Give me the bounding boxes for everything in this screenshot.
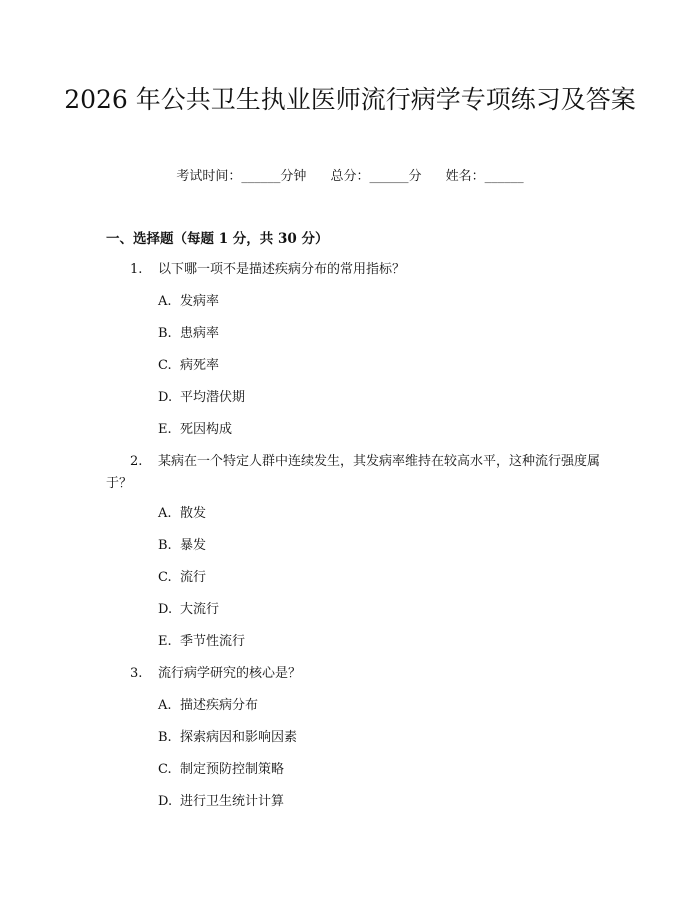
question-2 [106, 451, 606, 495]
option-1a [158, 293, 219, 311]
option-letter: B. [158, 730, 172, 745]
question-3 [106, 663, 606, 685]
option-text: 大流行 [180, 602, 220, 617]
option-letter: C. [158, 762, 172, 777]
option-3d [158, 793, 284, 811]
option-text: 患病率 [180, 326, 220, 341]
option-letter: C. [158, 358, 172, 373]
option-letter: E. [158, 422, 172, 437]
option-text: 季节性流行 [180, 634, 246, 649]
option-letter: A. [158, 698, 172, 713]
option-1b [158, 325, 219, 343]
total-score-field: 总分：______分 [330, 169, 422, 184]
option-2e [158, 633, 245, 651]
option-1c [158, 357, 219, 375]
option-text: 死因构成 [180, 422, 233, 437]
exam-meta [0, 168, 700, 186]
option-2c [158, 569, 206, 587]
question-text: 流行病学研究的核心是？ [158, 666, 302, 681]
option-letter: D. [158, 794, 173, 809]
option-text: 描述疾病分布 [180, 698, 259, 713]
section-heading: 一、选择题（每题 1 分，共 30 分） [106, 231, 329, 247]
option-text: 发病率 [180, 294, 220, 309]
question-number: 1. [130, 262, 143, 277]
option-text: 平均潜伏期 [180, 390, 246, 405]
option-letter: D. [158, 602, 173, 617]
option-text: 制定预防控制策略 [180, 762, 285, 777]
option-letter: B. [158, 538, 172, 553]
option-1d [158, 389, 245, 407]
question-number: 3. [130, 666, 143, 681]
option-letter: D. [158, 390, 173, 405]
option-text: 散发 [180, 506, 207, 521]
name-field: 姓名：______ [445, 169, 524, 184]
exam-time-field: 考试时间：______分钟 [176, 169, 307, 184]
question-1 [106, 259, 606, 281]
option-text: 进行卫生统计计算 [180, 794, 285, 809]
option-letter: A. [158, 506, 172, 521]
question-text: 以下哪一项不是描述疾病分布的常用指标？ [158, 262, 406, 277]
option-letter: A. [158, 294, 172, 309]
option-text: 暴发 [180, 538, 207, 553]
option-3c [158, 761, 284, 779]
option-text: 病死率 [180, 358, 220, 373]
option-3a [158, 697, 258, 715]
option-2b [158, 537, 206, 555]
page-title: 2026 年公共卫生执业医师流行病学专项练习及答案 [64, 85, 636, 114]
option-letter: E. [158, 634, 172, 649]
option-1e [158, 421, 232, 439]
option-text: 探索病因和影响因素 [180, 730, 298, 745]
option-letter: B. [158, 326, 172, 341]
option-2d [158, 601, 219, 619]
question-text: 某病在一个特定人群中连续发生，其发病率维持在较高水平，这种流行强度属于？ [106, 454, 601, 491]
option-text: 流行 [180, 570, 207, 585]
question-number: 2. [130, 454, 143, 469]
option-3b [158, 729, 297, 747]
option-2a [158, 505, 206, 523]
option-letter: C. [158, 570, 172, 585]
